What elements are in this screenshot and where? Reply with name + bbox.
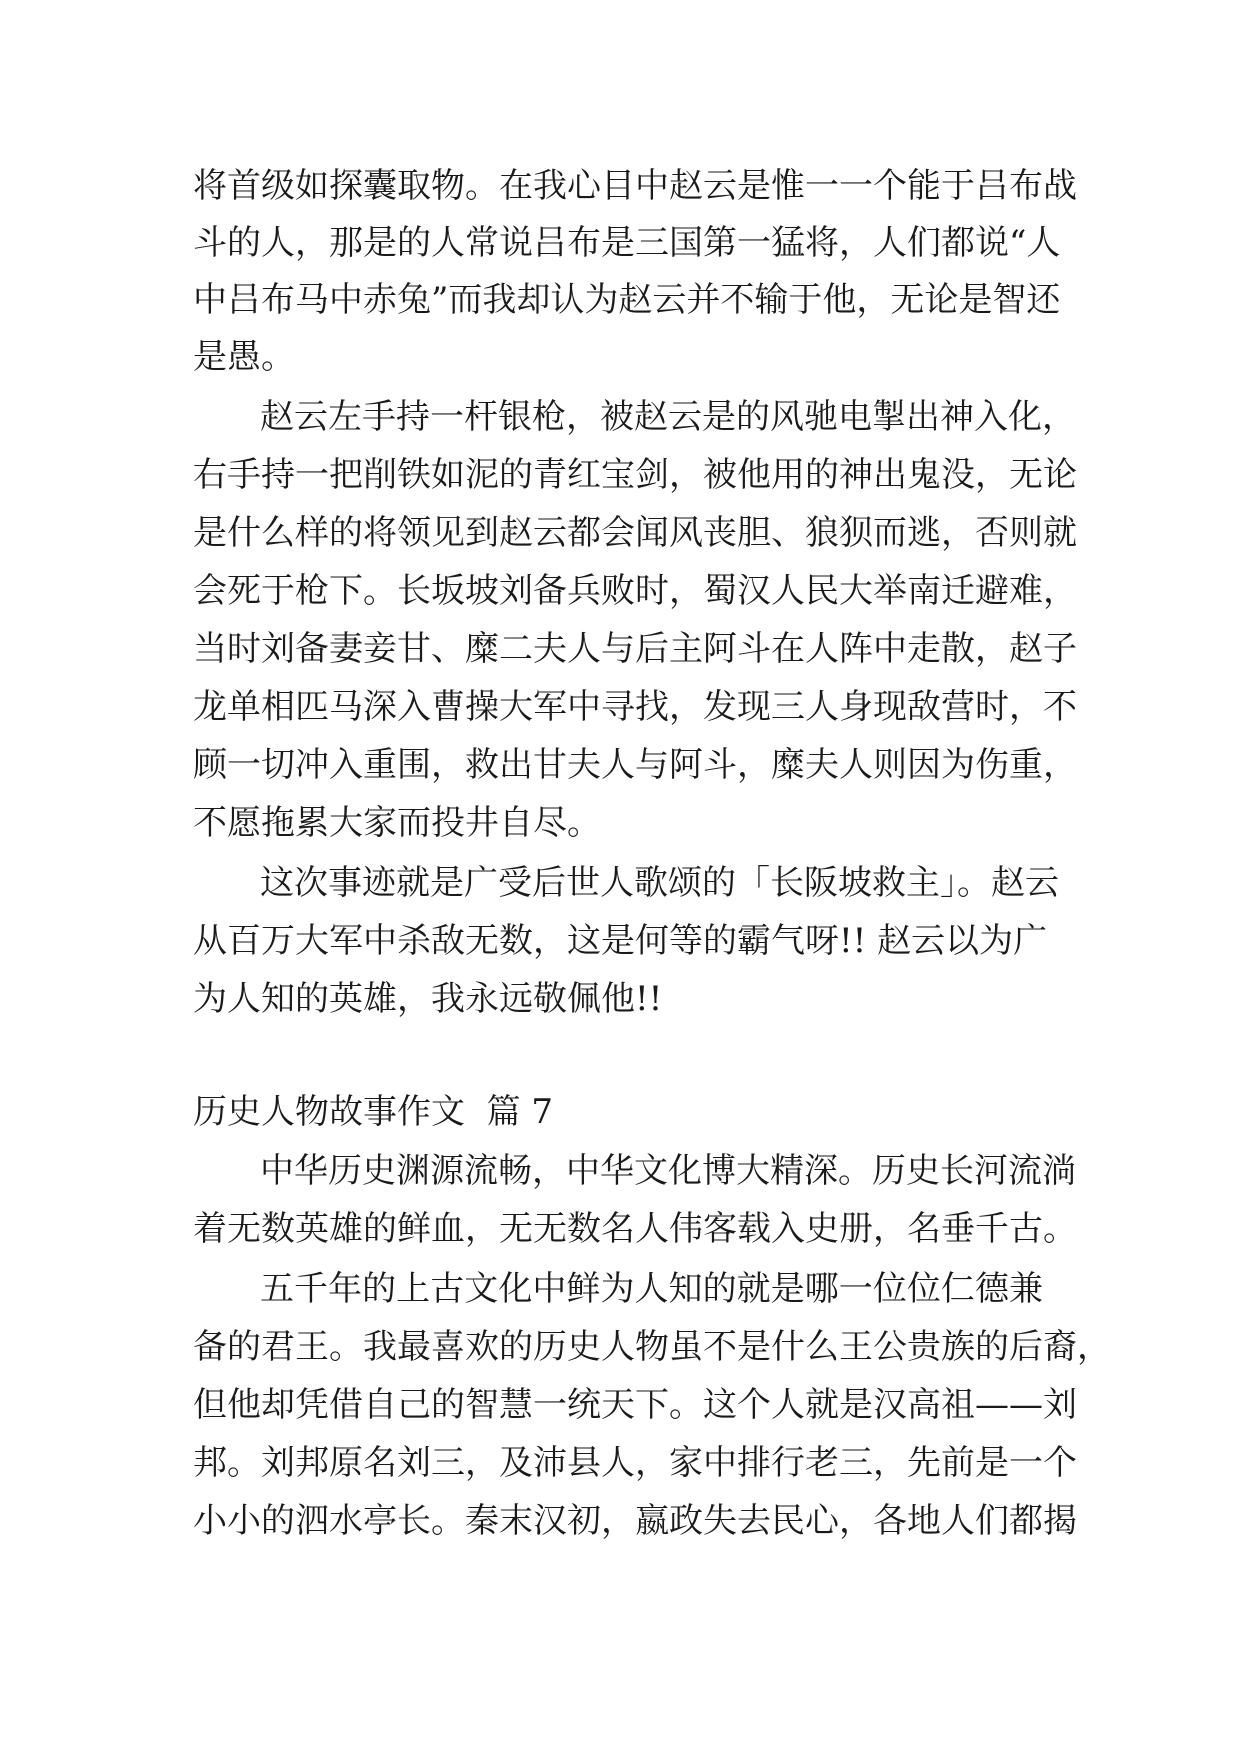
text-line: 会死于枪下。长坂坡刘备兵败时，蜀汉人民大举南迁避难，	[193, 571, 1077, 611]
text-line: 是愚。	[193, 337, 295, 377]
text-line: 赵云左手持一杆银枪，被赵云是的风驰电掣出神入化，	[260, 397, 1076, 437]
text-line: 将首级如探囊取物。在我心目中赵云是惟一一个能于吕布战	[193, 166, 1077, 206]
text-line: 右手持一把削铁如泥的青红宝剑，被他用的神出鬼没，无论	[193, 455, 1077, 495]
text-line: 小小的泗水亭长。秦末汉初，嬴政失去民心，各地人们都揭	[193, 1501, 1077, 1541]
text-line: 着无数英雄的鲜血，无无数名人伟客载入史册，名垂千古。	[193, 1209, 1077, 1249]
text-line: 邦。刘邦原名刘三，及沛县人，家中排行老三，先前是一个	[193, 1443, 1077, 1483]
text-line: 顾一切冲入重围，救出甘夫人与阿斗，糜夫人则因为伤重，	[193, 745, 1077, 785]
text-line: 龙单相匹马深入曹操大军中寻找，发现三人身现敌营时，不	[193, 687, 1077, 727]
text-line: 不愿拖累大家而投井自尽。	[193, 803, 601, 843]
text-line: 备的君王。我最喜欢的历史人物虽不是什么王公贵族的后裔，	[193, 1327, 1111, 1367]
text-line: 五千年的上古文化中鲜为人知的就是哪一位位仁德兼	[260, 1269, 1043, 1309]
section-heading: 历史人物故事作文 篇 7	[193, 1092, 554, 1132]
text-line: 从百万大军中杀敌无数，这是何等的霸气呀!! 赵云以为广	[193, 921, 1048, 961]
text-line: 斗的人，那是的人常说吕布是三国第一猛将，人们都说“人	[193, 223, 1061, 263]
text-line: 这次事迹就是广受后世人歌颂的「长阪坡救主」。赵云	[260, 863, 1059, 903]
text-line: 但他却凭借自己的智慧一统天下。这个人就是汉高祖——刘	[193, 1385, 1077, 1425]
text-line: 为人知的英雄，我永远敬佩他!!	[193, 979, 663, 1019]
text-line: 是什么样的将领见到赵云都会闻风丧胆、狼狈而逃，否则就	[193, 513, 1077, 553]
text-line: 中吕布马中赤兔”而我却认为赵云并不输于他，无论是智还	[193, 280, 1061, 320]
text-line: 中华历史渊源流畅，中华文化博大精深。历史长河流淌	[260, 1151, 1076, 1191]
text-line: 当时刘备妻妾甘、糜二夫人与后主阿斗在人阵中走散，赵子	[193, 629, 1077, 669]
